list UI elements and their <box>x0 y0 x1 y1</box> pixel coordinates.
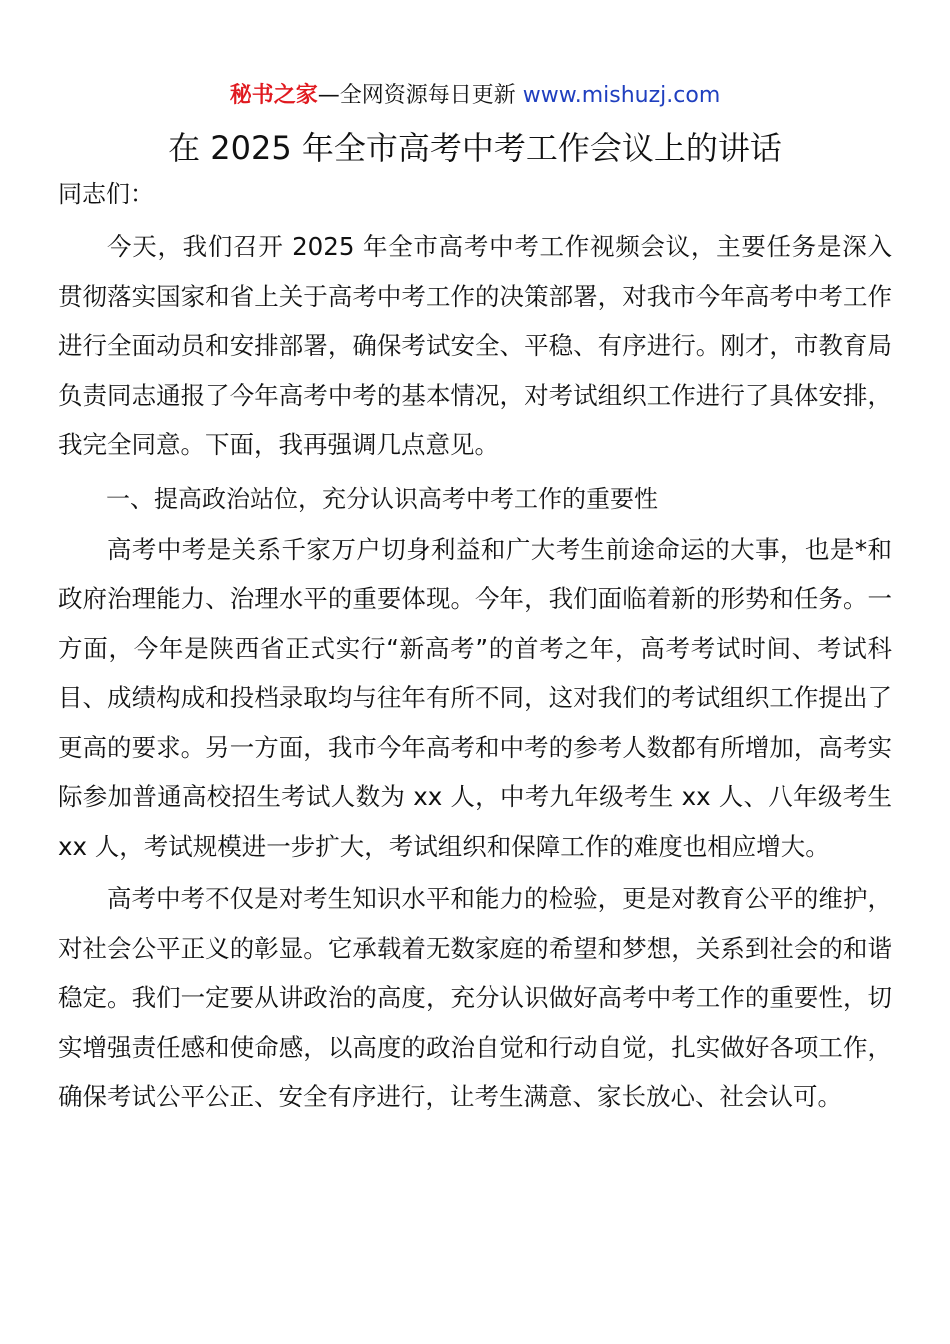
section-heading: 一、提高政治站位，充分认识高考中考工作的重要性 <box>106 484 658 513</box>
section-paragraph: 高考中考不仅是对考生知识水平和能力的检验，更是对教育公平的维护，对社会公平正义的彰显。它承载着无数家庭的希望和梦想，关系到社会的和谐稳定。我们一定要从讲政治的高度，充分认识做好高考中考工作的重要性，切实增强责任感和使命感，以高度的政治自觉和行动自觉，扎实做好各项工作，确保考试公平公正、安全有序进行，让考生满意、家长放心、社会认可。 <box>58 884 892 1111</box>
site-brand: 秘书之家 <box>229 83 318 108</box>
site-url[interactable]: www.mishuzj.com <box>522 83 721 108</box>
site-header <box>0 80 950 112</box>
site-slogan: —全网资源每日更新 <box>317 83 523 108</box>
document-body <box>58 222 892 1122</box>
document-title: 在 2025 年全市高考中考工作会议上的讲话 <box>168 129 782 167</box>
intro-paragraph: 今天，我们召开 2025 年全市高考中考工作视频会议，主要任务是深入贯彻落实国家和省上关于高考中考工作的决策部署，对我市今年高考中考工作进行全面动员和安排部署，确保考试安全、平稳、有序进行。刚才，市教育局负责同志通报了今年高考中考的基本情况，对考试组织工作进行了具体安排，我完全同意。下面，我再强调几点意见。 <box>58 232 892 459</box>
salutation: 同志们： <box>58 180 154 208</box>
section-paragraph: 高考中考是关系千家万户切身利益和广大考生前途命运的大事，也是*和政府治理能力、治理水平的重要体现。今年，我们面临着新的形势和任务。一方面，今年是陕西省正式实行“新高考”的首考之年，高考考试时间、考试科目、成绩构成和投档录取均与往年有所不同，这对我们的考试组织工作提出了更高的要求。另一方面，我市今年高考和中考的参考人数都有所增加，高考实际参加普通高校招生考试人数为 xx 人，中考九年级考生 xx 人、八年级考生 xx 人，考试规模进一步扩大，考试组织和保障工作的难度也相应增大。 <box>58 534 892 861</box>
